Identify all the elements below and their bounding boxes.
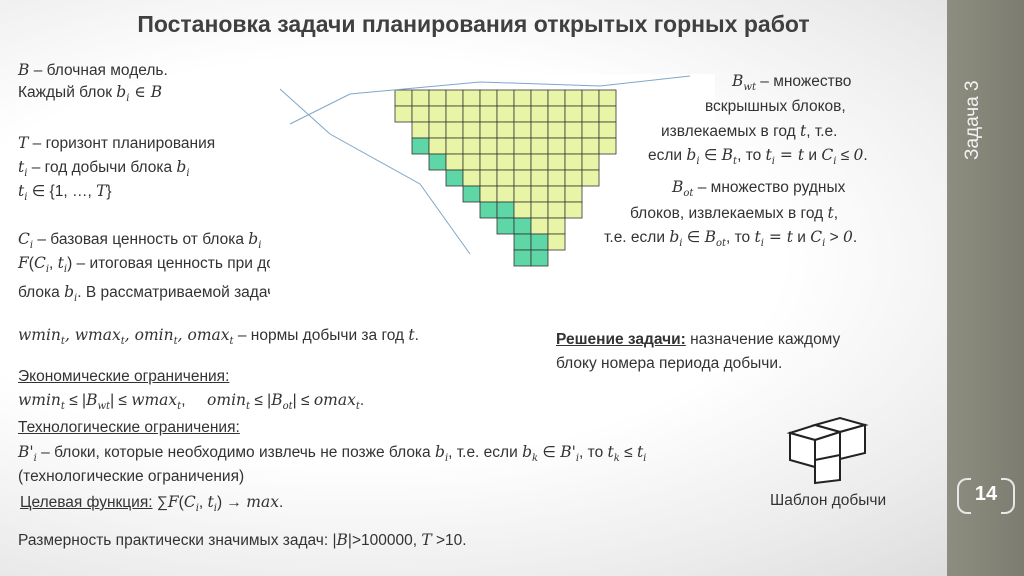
pit-block xyxy=(548,154,565,170)
objective-line: Целевая функция: $\sum F(C_i$, $t_i) \to \max$. xyxy=(20,493,284,515)
pit-block xyxy=(514,90,531,106)
pit-block xyxy=(514,234,531,250)
pit-block xyxy=(531,154,548,170)
pit-block xyxy=(582,122,599,138)
pit-block xyxy=(463,106,480,122)
pit-block xyxy=(395,106,412,122)
pit-block xyxy=(582,170,599,186)
pit-block xyxy=(480,122,497,138)
pit-block xyxy=(514,202,531,218)
pit-block xyxy=(548,170,565,186)
pit-block xyxy=(429,106,446,122)
pit-block xyxy=(565,138,582,154)
bwt-line-4: если $b_i$ ∈ $B_t$, то $t_i = t$ и $C_i \le 0$. xyxy=(648,146,868,168)
pit-block xyxy=(463,154,480,170)
mining-template-cubes-icon xyxy=(785,415,870,485)
pit-block xyxy=(514,170,531,186)
econ-label: Экономические ограничения: xyxy=(18,368,230,385)
pit-block xyxy=(480,138,497,154)
pit-block xyxy=(514,154,531,170)
pit-block xyxy=(565,90,582,106)
tech-label: Технологические ограничения: xyxy=(18,419,240,436)
pit-block xyxy=(514,138,531,154)
pit-block xyxy=(565,106,582,122)
pit-block xyxy=(565,154,582,170)
pit-block xyxy=(582,90,599,106)
f-total-text: $F(C_i$, $t_i$) – итоговая ценность при добыче xyxy=(18,254,312,276)
each-block-text: Каждый блок $b_i$ ∈ B xyxy=(18,83,163,105)
pit-block xyxy=(599,90,616,106)
pit-block xyxy=(429,122,446,138)
bwt-line-3: извлекаемых в год t, т.е. xyxy=(661,122,838,140)
pit-block xyxy=(480,202,497,218)
horizon-text: T – горизонт планирования xyxy=(18,134,216,152)
pit-block xyxy=(480,90,497,106)
pit-block xyxy=(531,122,548,138)
pit-block xyxy=(531,202,548,218)
pit-block xyxy=(531,106,548,122)
formula-line: блока $b_i$. В рассматриваемой задаче $F(C_i$, $t_i) = C_i$ ∗ $0.9^{(t_i-1)}$. xyxy=(18,283,448,305)
pit-block xyxy=(531,90,548,106)
ti-year-text: $t_i$ – год добычи блока $b_i$ xyxy=(18,158,190,180)
pit-block xyxy=(497,154,514,170)
pit-block xyxy=(480,154,497,170)
pit-block xyxy=(480,106,497,122)
pit-block xyxy=(531,250,548,266)
pit-block xyxy=(463,170,480,186)
pit-block xyxy=(497,170,514,186)
pit-block xyxy=(497,202,514,218)
pit-block xyxy=(531,138,548,154)
pit-block xyxy=(548,218,565,234)
pit-block xyxy=(446,106,463,122)
pit-block xyxy=(480,170,497,186)
pit-block xyxy=(565,122,582,138)
pit-block xyxy=(582,106,599,122)
pit-block xyxy=(497,122,514,138)
block-model-diagram xyxy=(270,74,715,302)
pit-block xyxy=(548,138,565,154)
pit-block xyxy=(548,90,565,106)
pit-block xyxy=(480,186,497,202)
pit-block xyxy=(565,170,582,186)
pit-block xyxy=(463,122,480,138)
norms-text: wmin$_t$, wmax$_t$, omin$_t$, omax$_t$ – нормы добычи за год t. xyxy=(18,326,419,348)
econ-constraints: $wmin_t \le |B_{wt}| \le wmax_t$, $omin_t \le |B_{ot}| \le omax_t$. xyxy=(18,391,365,413)
pit-block xyxy=(599,122,616,138)
pit-block xyxy=(531,218,548,234)
bot-line-3: т.е. если $b_i$ ∈ $B_{ot}$, то $t_i = t$ и $C_i > 0$. xyxy=(604,228,858,250)
pit-block xyxy=(599,106,616,122)
ci-base-text: $C_i$ – базовая ценность от блока $b_i$ xyxy=(18,230,262,252)
bot-head: $B_{ot}$ – множество рудных xyxy=(672,178,846,200)
pit-block xyxy=(548,202,565,218)
pit-block xyxy=(582,138,599,154)
pit-block xyxy=(514,186,531,202)
pit-block xyxy=(497,186,514,202)
pit-block xyxy=(412,90,429,106)
pit-block xyxy=(582,154,599,170)
pit-block xyxy=(531,234,548,250)
pit-block xyxy=(531,170,548,186)
pit-block xyxy=(565,202,582,218)
pit-block xyxy=(463,138,480,154)
page-number-badge xyxy=(953,474,1019,514)
bot-line-2: блоков, извлекаемых в год t, xyxy=(630,204,838,222)
pit-block xyxy=(497,218,514,234)
pit-block xyxy=(514,218,531,234)
pit-block xyxy=(514,250,531,266)
pit-block xyxy=(548,106,565,122)
pit-block xyxy=(412,138,429,154)
pit-block xyxy=(446,170,463,186)
pit-block xyxy=(429,138,446,154)
pit-block xyxy=(412,122,429,138)
pit-block xyxy=(497,138,514,154)
page-number: 14 xyxy=(974,483,998,505)
pit-block xyxy=(514,106,531,122)
pit-block xyxy=(514,122,531,138)
bwt-head: $B_{wt}$ – множество xyxy=(732,72,852,94)
solution-text: Решение задачи: назначение каждому xyxy=(556,331,841,348)
pit-block xyxy=(463,90,480,106)
pit-block xyxy=(497,106,514,122)
pit-block xyxy=(446,122,463,138)
template-caption: Шаблон добычи xyxy=(770,492,887,509)
ti-set-text: $t_i$ ∈ {1, …, T} xyxy=(18,182,112,204)
solution-text-2: блоку номера периода добычи. xyxy=(556,355,783,372)
dimension-text: Размерность практически значимых задач: |B|>100000, T >10. xyxy=(18,531,467,549)
pit-block xyxy=(429,90,446,106)
pit-block xyxy=(446,138,463,154)
pit-block xyxy=(446,154,463,170)
vertical-title: Задача 3 xyxy=(962,80,983,160)
pit-block xyxy=(395,90,412,106)
pit-block xyxy=(446,90,463,106)
pit-block xyxy=(531,186,548,202)
tech-paren: (технологические ограничения) xyxy=(18,468,245,485)
pit-block xyxy=(497,90,514,106)
pit-block xyxy=(548,186,565,202)
tech-line: $B'_i$ – блоки, которые необходимо извлечь не позже блока $b_i$, т.е. если $b_k$ ∈ $B'_i$, то $t_k \le t_i$ xyxy=(18,443,647,465)
pit-block xyxy=(599,138,616,154)
page-title: Постановка задачи планирования открытых горных работ xyxy=(137,11,810,37)
bwt-line-2: вскрышных блоков, xyxy=(705,98,846,115)
pit-block xyxy=(565,186,582,202)
pit-block xyxy=(412,106,429,122)
b-model-text: B – блочная модель. xyxy=(18,61,168,79)
pit-block xyxy=(548,234,565,250)
pit-block xyxy=(463,186,480,202)
pit-block xyxy=(548,122,565,138)
pit-block xyxy=(429,154,446,170)
